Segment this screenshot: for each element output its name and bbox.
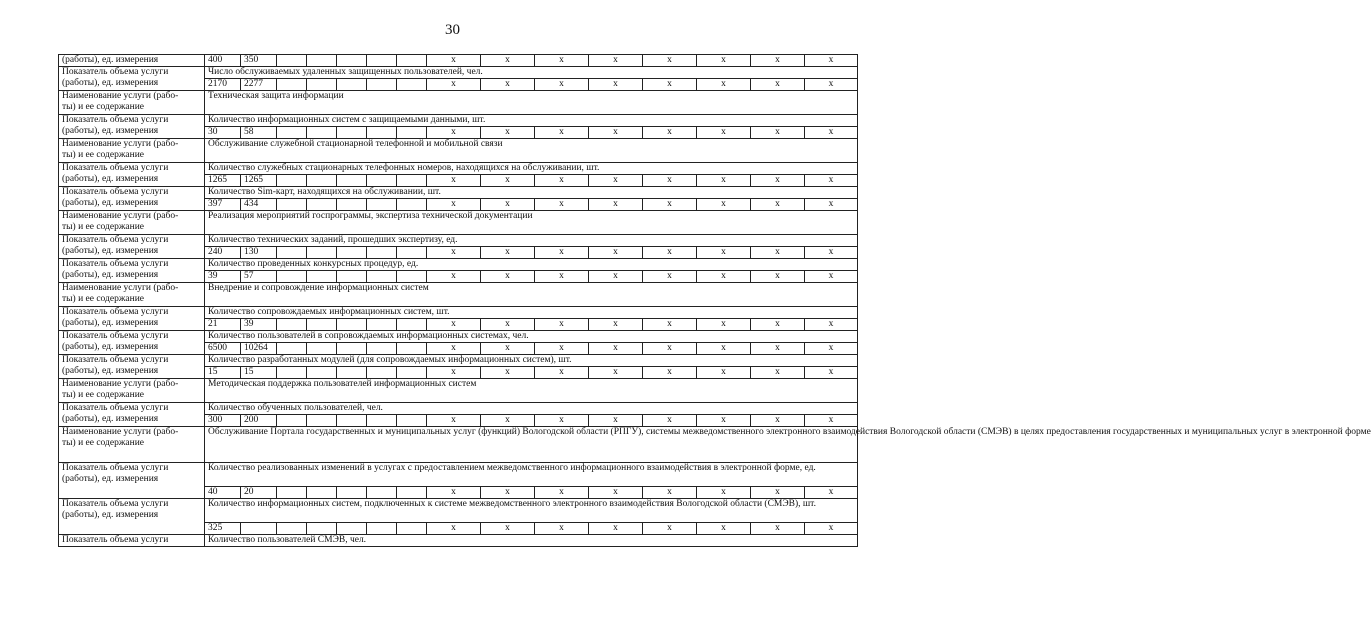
x-mark: x [805, 55, 858, 67]
label-line-1: Показатель объема услуги [62, 187, 169, 197]
empty-cell [277, 55, 307, 67]
value-cell-2: 130 [241, 247, 277, 259]
x-mark: x [751, 523, 805, 535]
empty-cell [307, 343, 337, 355]
empty-cell [277, 367, 307, 379]
x-mark: x [535, 487, 589, 499]
table-row [59, 331, 858, 343]
x-mark: x [535, 199, 589, 211]
value-cell-2: 1265 [241, 175, 277, 187]
empty-cell [337, 79, 367, 91]
service-name: Обслуживание служебной стационарной телефонной и мобильной связи [205, 139, 858, 163]
x-mark: x [751, 199, 805, 211]
x-mark: x [643, 487, 697, 499]
x-mark: x [481, 415, 535, 427]
x-mark: x [697, 271, 751, 283]
empty-cell [367, 79, 397, 91]
x-mark: x [643, 415, 697, 427]
x-mark: x [481, 175, 535, 187]
x-mark: x [697, 367, 751, 379]
label-line-2: (работы), ед. измерения [62, 198, 159, 208]
label-line-1: Наименование услуги (рабо- [62, 139, 179, 149]
value-cell-2: 350 [241, 55, 277, 67]
value-cell-1: 30 [205, 127, 241, 139]
empty-cell [337, 415, 367, 427]
value-cell-1: 6500 [205, 343, 241, 355]
empty-cell [307, 319, 337, 331]
value-cell-1: 15 [205, 367, 241, 379]
empty-cell [277, 487, 307, 499]
empty-cell [307, 175, 337, 187]
indicator-description: Количество информационных систем, подключенных к системе межведомственного электронного взаимодействия Вологодской области (СМЭВ), шт. [205, 499, 858, 523]
value-cell-2: 10264 [241, 343, 277, 355]
table-row [59, 139, 858, 163]
table-row [59, 463, 858, 487]
empty-cell [337, 199, 367, 211]
service-name: Техническая защита информации [205, 91, 858, 115]
empty-cell [277, 247, 307, 259]
x-mark: x [535, 247, 589, 259]
table-row [59, 211, 858, 235]
x-mark: x [427, 343, 481, 355]
table-row [59, 379, 858, 403]
label-line-2: (работы), ед. измерения [62, 126, 159, 136]
x-mark: x [535, 523, 589, 535]
x-mark: x [589, 343, 643, 355]
label-line-2: (работы), ед. измерения [62, 510, 159, 520]
table-row [59, 91, 858, 115]
indicator-description: Количество разработанных модулей (для сопровождаемых информационных систем), шт. [205, 355, 858, 367]
x-mark: x [751, 319, 805, 331]
row-label [59, 187, 205, 211]
table-row [59, 235, 858, 247]
x-mark: x [697, 199, 751, 211]
value-cell-1: 240 [205, 247, 241, 259]
x-mark: x [751, 79, 805, 91]
x-mark: x [697, 175, 751, 187]
x-mark: x [535, 55, 589, 67]
label-line-2: (работы), ед. измерения [62, 318, 159, 328]
x-mark: x [805, 367, 858, 379]
label-line-1: Показатель объема услуги [62, 307, 169, 317]
x-mark: x [427, 487, 481, 499]
label-line-2: ты) и ее содержание [62, 102, 144, 112]
empty-cell [337, 343, 367, 355]
table-row [59, 355, 858, 367]
x-mark: x [697, 79, 751, 91]
service-name: Обслуживание Портала государственных и муниципальных услуг (функций) Вологодской области (РПГУ), системы межведомственного электронного взаимодействия Вологодской области (СМЭВ) в целях предоставления государственных и муниципальных услуг в электронной форме [205, 427, 858, 463]
empty-cell [397, 175, 427, 187]
empty-cell [277, 199, 307, 211]
indicator-description: Число обслуживаемых удаленных защищенных пользователей, чел. [205, 67, 858, 79]
empty-cell [397, 415, 427, 427]
x-mark: x [697, 415, 751, 427]
row-label [59, 283, 205, 307]
value-cell-1: 1265 [205, 175, 241, 187]
indicator-description: Количество информационных систем с защищаемыми данными, шт. [205, 115, 858, 127]
x-mark: x [697, 487, 751, 499]
x-mark: x [805, 487, 858, 499]
x-mark: x [481, 319, 535, 331]
x-mark: x [697, 247, 751, 259]
value-cell-2: 58 [241, 127, 277, 139]
table-row [59, 427, 858, 463]
x-mark: x [589, 367, 643, 379]
x-mark: x [589, 55, 643, 67]
label-line-1: Наименование услуги (рабо- [62, 379, 179, 389]
empty-cell [307, 367, 337, 379]
value-cell-2: 20 [241, 487, 277, 499]
service-name: Методическая поддержка пользователей информационных систем [205, 379, 858, 403]
label-line-1: Показатель объема услуги [62, 403, 169, 413]
empty-cell [307, 199, 337, 211]
x-mark: x [535, 343, 589, 355]
empty-cell [367, 199, 397, 211]
row-label [59, 259, 205, 283]
x-mark: x [589, 415, 643, 427]
table-row [59, 115, 858, 127]
x-mark: x [805, 343, 858, 355]
x-mark: x [589, 199, 643, 211]
empty-cell [337, 127, 367, 139]
indicator-description: Количество пользователей в сопровождаемых информационных системах, чел. [205, 331, 858, 343]
empty-cell [367, 55, 397, 67]
empty-cell [277, 79, 307, 91]
x-mark: x [481, 367, 535, 379]
empty-cell [307, 55, 337, 67]
indicator-description: Количество служебных стационарных телефонных номеров, находящихся на обслуживании, шт. [205, 163, 858, 175]
row-label [59, 427, 205, 463]
x-mark: x [427, 199, 481, 211]
x-mark: x [805, 127, 858, 139]
value-cell-2 [241, 523, 277, 535]
row-label [59, 139, 205, 163]
x-mark: x [535, 415, 589, 427]
x-mark: x [427, 127, 481, 139]
x-mark: x [697, 319, 751, 331]
empty-cell [397, 127, 427, 139]
label-line-1: Показатель объема услуги [62, 115, 169, 125]
x-mark: x [481, 343, 535, 355]
empty-cell [367, 415, 397, 427]
x-mark: x [643, 523, 697, 535]
x-mark: x [427, 415, 481, 427]
empty-cell [367, 343, 397, 355]
x-mark: x [535, 319, 589, 331]
label-line-1: Наименование услуги (рабо- [62, 211, 179, 221]
x-mark: x [751, 343, 805, 355]
table-row [59, 259, 858, 271]
x-mark: x [481, 247, 535, 259]
empty-cell [307, 127, 337, 139]
indicators-table [58, 54, 1371, 547]
empty-cell [277, 175, 307, 187]
x-mark: x [805, 175, 858, 187]
x-mark: x [589, 175, 643, 187]
x-mark: x [481, 487, 535, 499]
empty-cell [337, 55, 367, 67]
x-mark: x [589, 247, 643, 259]
x-mark: x [751, 487, 805, 499]
empty-cell [397, 79, 427, 91]
indicator-description: Количество реализованных изменений в услугах с предоставлением межведомственного информационного взаимодействия в электронной форме, ед. [205, 463, 858, 487]
label-line-2: ты) и ее содержание [62, 390, 144, 400]
x-mark: x [697, 343, 751, 355]
x-mark: x [589, 487, 643, 499]
x-mark: x [697, 523, 751, 535]
label-line-2: (работы), ед. измерения [62, 270, 159, 280]
indicator-description: Количество технических заданий, прошедших экспертизу, ед. [205, 235, 858, 247]
empty-cell [367, 127, 397, 139]
label-line-1: Показатель объема услуги [62, 259, 169, 269]
x-mark: x [751, 271, 805, 283]
x-mark: x [535, 79, 589, 91]
label-line-2: ты) и ее содержание [62, 150, 144, 160]
empty-cell [397, 487, 427, 499]
empty-cell [397, 343, 427, 355]
empty-cell [397, 319, 427, 331]
label-line-1: Показатель объема услуги [62, 331, 169, 341]
empty-cell [337, 175, 367, 187]
x-mark: x [427, 79, 481, 91]
row-label [59, 163, 205, 187]
x-mark: x [481, 199, 535, 211]
row-label [59, 355, 205, 379]
value-cell-2: 200 [241, 415, 277, 427]
label-line-2: (работы), ед. измерения [62, 414, 159, 424]
x-mark: x [697, 127, 751, 139]
empty-cell [397, 523, 427, 535]
x-mark: x [805, 319, 858, 331]
label-line-2: ты) и ее содержание [62, 222, 144, 232]
label-line-1: Наименование услуги (рабо- [62, 283, 179, 293]
row-label [59, 115, 205, 139]
label-line-2: (работы), ед. измерения [62, 246, 159, 256]
value-cell-1: 300 [205, 415, 241, 427]
label-line-1: Показатель объема услуги [62, 355, 169, 365]
x-mark: x [481, 79, 535, 91]
x-mark: x [805, 247, 858, 259]
empty-cell [337, 367, 367, 379]
indicator-description: Количество обученных пользователей, чел. [205, 403, 858, 415]
empty-cell [277, 127, 307, 139]
empty-cell [367, 175, 397, 187]
x-mark: x [535, 271, 589, 283]
row-label: Показатель объема услуги [59, 535, 205, 547]
value-cell-2: 434 [241, 199, 277, 211]
label-line-1: Показатель объема услуги [62, 463, 169, 473]
x-mark: x [589, 271, 643, 283]
empty-cell [367, 487, 397, 499]
row-label [59, 235, 205, 259]
x-mark: x [427, 55, 481, 67]
label-line-2: (работы), ед. измерения [62, 78, 159, 88]
table-row [59, 307, 858, 319]
label-line-2: ты) и ее содержание [62, 438, 144, 448]
table-row [59, 187, 858, 199]
row-label [59, 379, 205, 403]
label-line-1: Показатель объема услуги [62, 499, 169, 509]
x-mark: x [481, 127, 535, 139]
x-mark: x [805, 199, 858, 211]
table-row [59, 403, 858, 415]
row-label [59, 463, 205, 499]
indicator-description: Количество проведенных конкурсных процедур, ед. [205, 259, 858, 271]
row-label [59, 499, 205, 535]
row-label [59, 91, 205, 115]
value-cell-1: 39 [205, 271, 241, 283]
table-row [59, 499, 858, 523]
empty-cell [277, 523, 307, 535]
empty-cell [367, 319, 397, 331]
table-row [59, 55, 858, 67]
empty-cell [367, 247, 397, 259]
label-line-1: Показатель объема услуги [62, 235, 169, 245]
empty-cell [307, 487, 337, 499]
x-mark: x [643, 367, 697, 379]
service-name: Внедрение и сопровождение информационных систем [205, 283, 858, 307]
x-mark: x [643, 79, 697, 91]
empty-cell [367, 271, 397, 283]
value-cell-1: 325 [205, 523, 241, 535]
service-name: Реализация мероприятий госпрограммы, экспертиза технической документации [205, 211, 858, 235]
label-line-1: Наименование услуги (рабо- [62, 427, 179, 437]
empty-cell [307, 271, 337, 283]
x-mark: x [427, 319, 481, 331]
table-row [59, 67, 858, 79]
x-mark: x [805, 79, 858, 91]
empty-cell [277, 415, 307, 427]
empty-cell [397, 247, 427, 259]
empty-cell [307, 247, 337, 259]
value-cell-2: 2277 [241, 79, 277, 91]
x-mark: x [643, 319, 697, 331]
empty-cell [337, 271, 367, 283]
label-line-2: (работы), ед. измерения [62, 366, 159, 376]
empty-cell [397, 55, 427, 67]
row-label [59, 307, 205, 331]
indicator-description: Количество Sim-карт, находящихся на обслуживании, шт. [205, 187, 858, 199]
indicator-description: Количество пользователей СМЭВ, чел. [205, 535, 858, 547]
x-mark: x [697, 55, 751, 67]
empty-cell [277, 343, 307, 355]
x-mark: x [751, 415, 805, 427]
x-mark: x [751, 127, 805, 139]
x-mark: x [643, 175, 697, 187]
row-label [59, 403, 205, 427]
empty-cell [337, 319, 367, 331]
value-cell-1: 21 [205, 319, 241, 331]
label-line-2: (работы), ед. измерения [62, 342, 159, 352]
x-mark: x [589, 127, 643, 139]
empty-cell [307, 415, 337, 427]
empty-cell [397, 199, 427, 211]
x-mark: x [751, 247, 805, 259]
x-mark: x [427, 367, 481, 379]
value-cell-1: 2170 [205, 79, 241, 91]
empty-cell [337, 247, 367, 259]
empty-cell [397, 271, 427, 283]
x-mark: x [643, 343, 697, 355]
label-line-1: Показатель объема услуги [62, 67, 169, 77]
x-mark: x [535, 127, 589, 139]
row-label [59, 331, 205, 355]
table-row [59, 535, 858, 547]
x-mark: x [751, 55, 805, 67]
x-mark: x [589, 523, 643, 535]
table-row [59, 283, 858, 307]
x-mark: x [751, 367, 805, 379]
empty-cell [397, 367, 427, 379]
value-cell-1: 400 [205, 55, 241, 67]
row-label [59, 67, 205, 91]
x-mark: x [481, 523, 535, 535]
empty-cell [277, 319, 307, 331]
x-mark: x [427, 523, 481, 535]
label-line-2: ты) и ее содержание [62, 294, 144, 304]
x-mark: x [643, 271, 697, 283]
x-mark: x [535, 367, 589, 379]
empty-cell [367, 523, 397, 535]
x-mark: x [805, 271, 858, 283]
x-mark: x [805, 415, 858, 427]
indicator-description: Количество сопровождаемых информационных систем, шт. [205, 307, 858, 319]
x-mark: x [427, 247, 481, 259]
x-mark: x [643, 247, 697, 259]
table-row [59, 163, 858, 175]
empty-cell [307, 79, 337, 91]
empty-cell [307, 523, 337, 535]
x-mark: x [805, 523, 858, 535]
x-mark: x [589, 79, 643, 91]
value-cell-1: 397 [205, 199, 241, 211]
empty-cell [337, 523, 367, 535]
empty-cell [367, 367, 397, 379]
value-cell-2: 15 [241, 367, 277, 379]
row-label [59, 211, 205, 235]
label-line-2: (работы), ед. измерения [62, 174, 159, 184]
value-cell-1: 40 [205, 487, 241, 499]
label-line-1: Показатель объема услуги [62, 163, 169, 173]
x-mark: x [427, 271, 481, 283]
x-mark: x [751, 175, 805, 187]
label-line-1: Наименование услуги (рабо- [62, 91, 179, 101]
row-label: (работы), ед. измерения [59, 55, 205, 67]
x-mark: x [535, 175, 589, 187]
x-mark: x [643, 55, 697, 67]
label-line-2: (работы), ед. измерения [62, 474, 159, 484]
x-mark: x [643, 199, 697, 211]
x-mark: x [643, 127, 697, 139]
x-mark: x [589, 319, 643, 331]
value-cell-2: 39 [241, 319, 277, 331]
x-mark: x [427, 175, 481, 187]
page-number: 30 [445, 22, 460, 38]
x-mark: x [481, 55, 535, 67]
x-mark: x [481, 271, 535, 283]
value-cell-2: 57 [241, 271, 277, 283]
empty-cell [337, 487, 367, 499]
empty-cell [277, 271, 307, 283]
